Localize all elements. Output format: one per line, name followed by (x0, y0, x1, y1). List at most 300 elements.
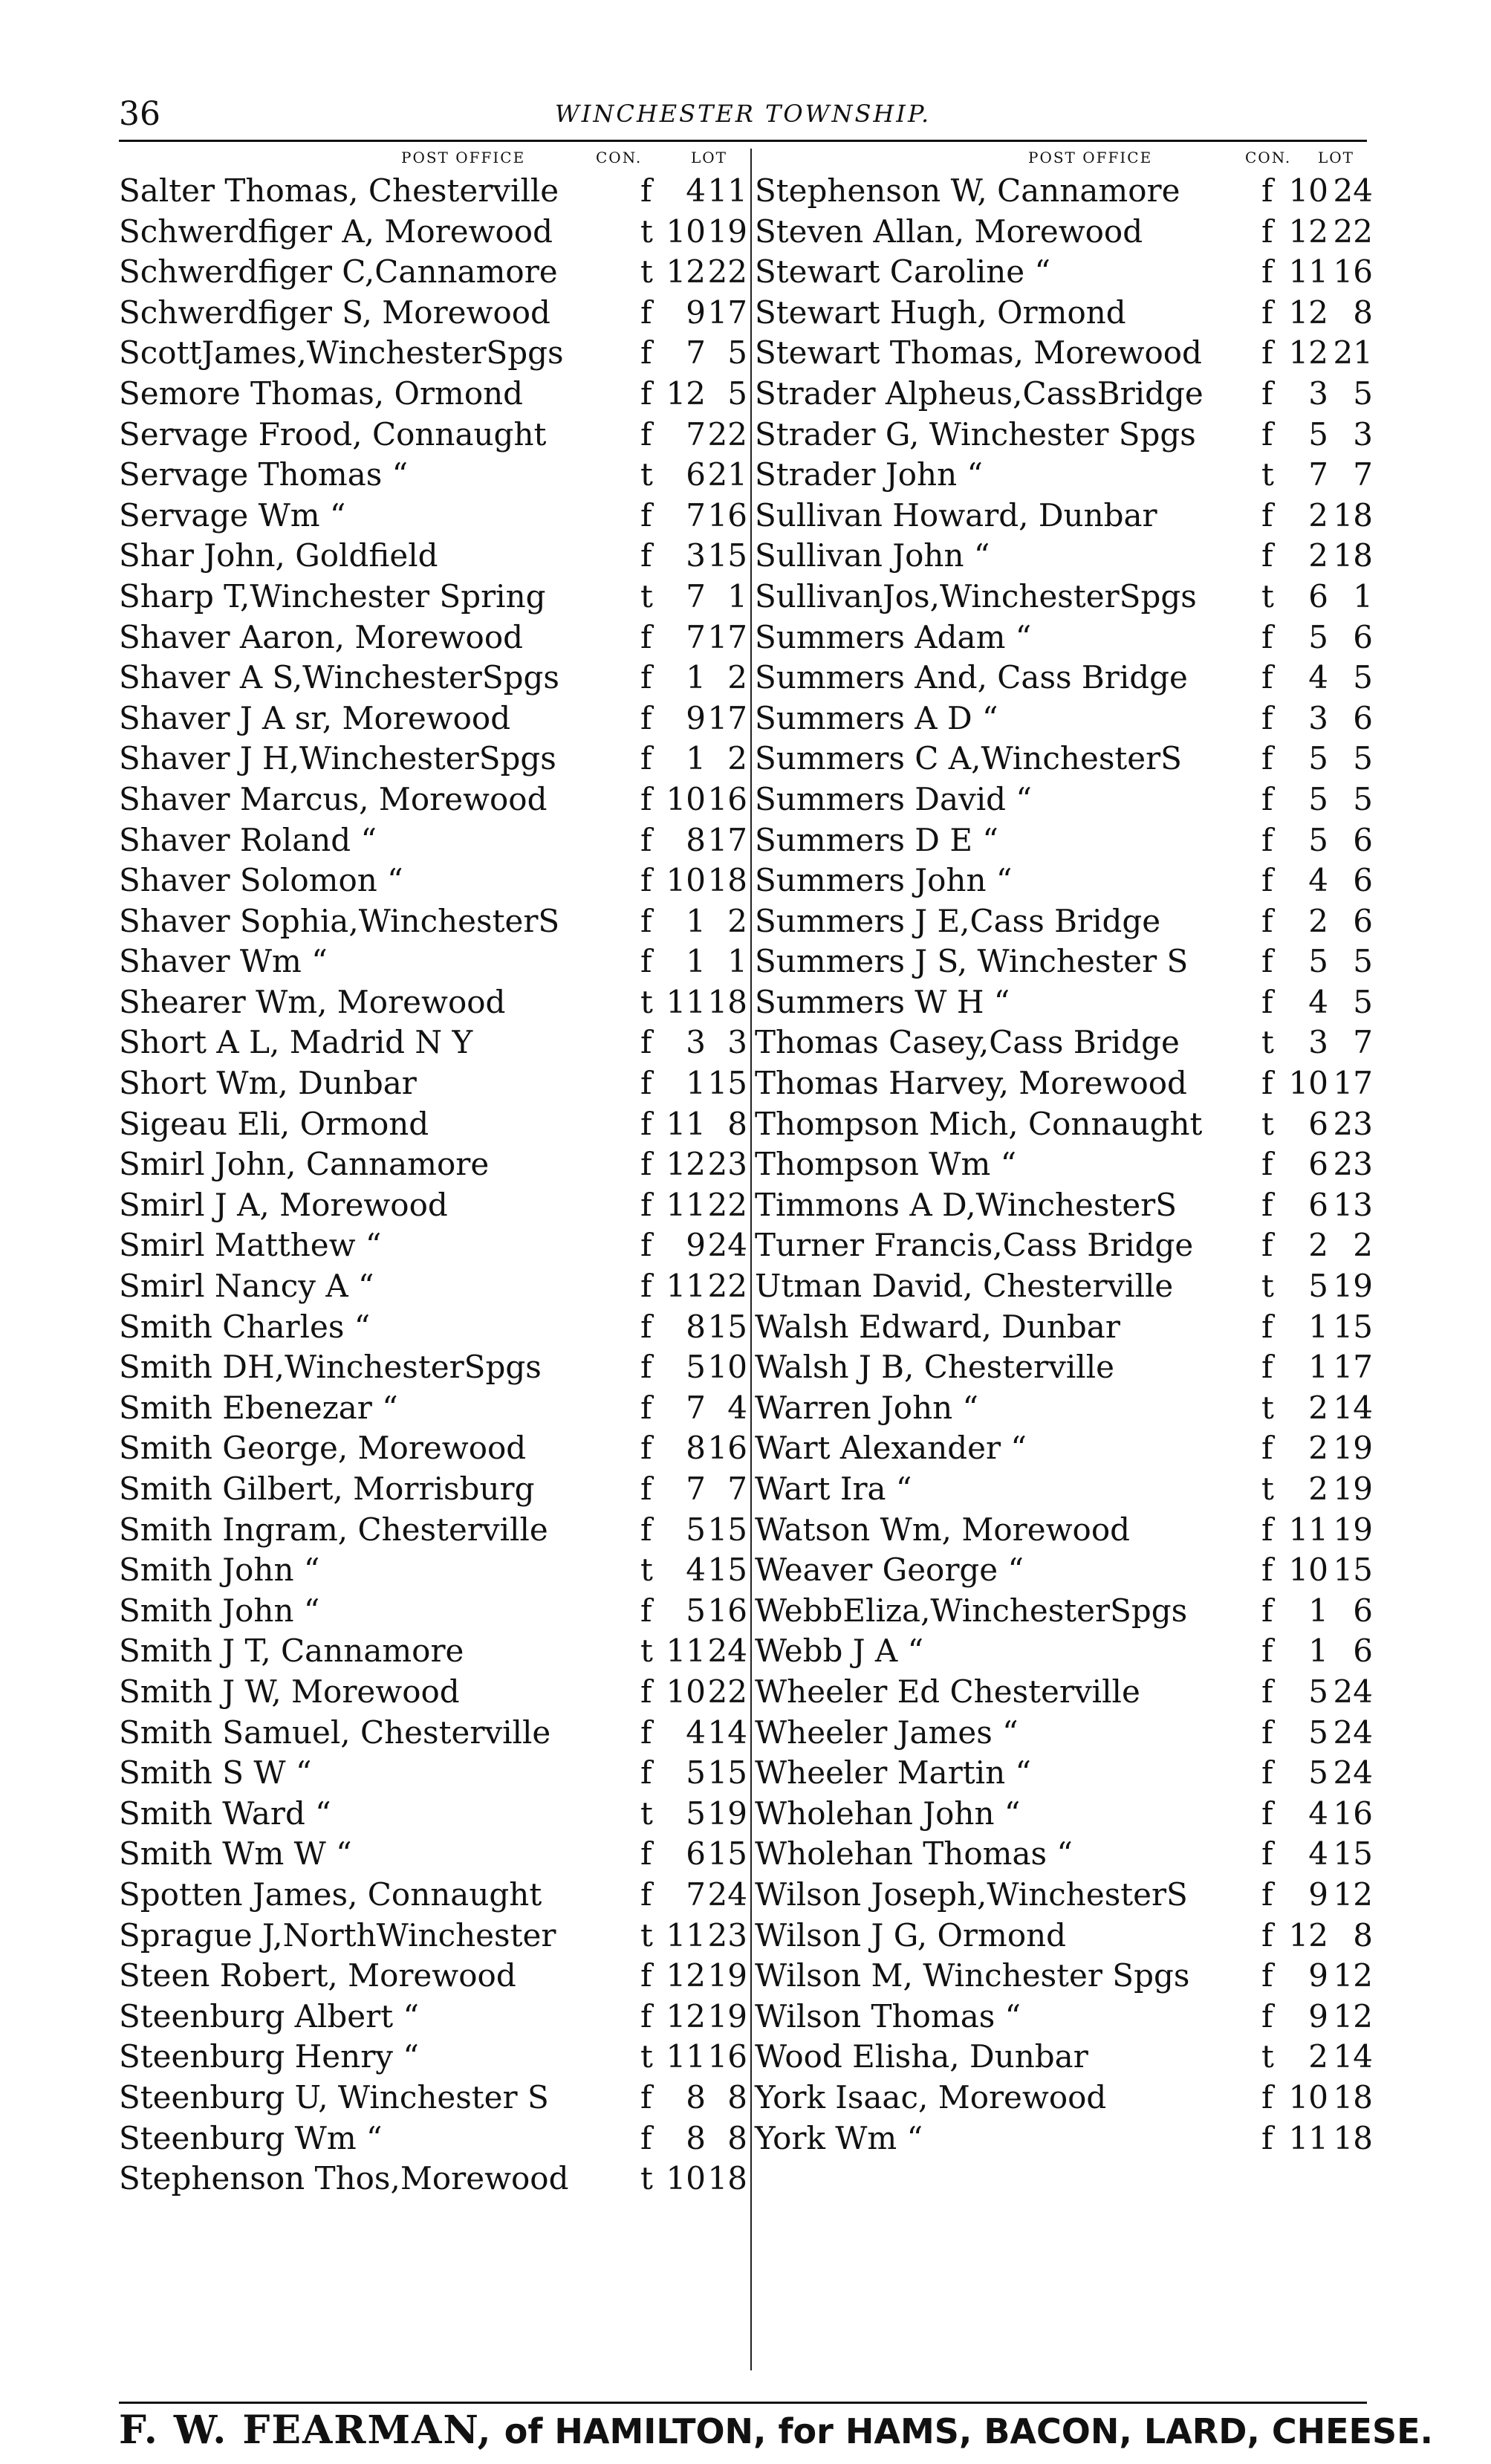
resident-name: Servage Wm “ (119, 496, 346, 534)
directory-entry (755, 1510, 1371, 1551)
resident-name: Shaver Wm “ (119, 943, 328, 980)
resident-name: Short A L, Madrid N Y (119, 1024, 473, 1061)
resident-name: Wood Elisha, Dunbar (755, 2038, 1088, 2075)
resident-name: Short Wm, Dunbar (119, 1065, 417, 1102)
resident-name: Shar John, Goldfield (119, 537, 438, 574)
directory-entry (755, 496, 1371, 536)
directory-entry (119, 1388, 747, 1429)
tenure-code: f (1261, 1430, 1273, 1467)
tenure-code: f (1261, 1714, 1273, 1751)
concession-number: 8 (686, 1308, 706, 1345)
concession-number: 5 (1308, 1714, 1328, 1751)
directory-entry (755, 941, 1371, 982)
lot-number: 19 (1333, 1430, 1373, 1467)
lot-number: 5 (727, 334, 747, 372)
concession-number: 10 (666, 780, 706, 817)
tenure-code: f (640, 740, 652, 777)
directory-entry (755, 1672, 1371, 1713)
resident-name: Shaver Sophia,WinchesterS (119, 902, 560, 939)
lot-number: 8 (727, 2078, 747, 2116)
concession-number: 4 (686, 172, 706, 209)
tenure-code: f (1261, 172, 1273, 209)
lot-number: 18 (1333, 496, 1373, 534)
directory-entry (119, 1104, 747, 1145)
column-divider (750, 149, 752, 2370)
directory-entry (119, 1550, 747, 1591)
lot-header: LOT (691, 149, 728, 166)
concession-number: 9 (1308, 1957, 1328, 1994)
directory-entry (755, 293, 1371, 334)
concession-number: 7 (686, 577, 706, 615)
directory-entry (755, 1794, 1371, 1835)
concession-number: 7 (686, 1389, 706, 1426)
resident-name: Shaver J H,WinchesterSpgs (119, 740, 556, 777)
directory-entry (755, 2078, 1371, 2118)
resident-name: Schwerdfiger A, Morewood (119, 213, 553, 250)
tenure-code: f (640, 699, 652, 736)
resident-name: Smith John “ (119, 1592, 320, 1629)
concession-number: 4 (1308, 1835, 1328, 1873)
resident-name: Summers D E “ (755, 821, 998, 858)
resident-name: Shearer Wm, Morewood (119, 983, 506, 1020)
lot-number: 23 (707, 1916, 747, 1954)
directory-entry (755, 212, 1371, 253)
lot-number: 15 (707, 1552, 747, 1589)
concession-number: 7 (686, 618, 706, 655)
tenure-code: f (640, 1714, 652, 1751)
tenure-code: f (1261, 618, 1273, 655)
resident-name: Schwerdfiger C,Cannamore (119, 253, 558, 291)
directory-entry (755, 739, 1371, 779)
tenure-code: f (640, 1754, 652, 1792)
resident-name: Smith Ward “ (119, 1794, 331, 1832)
concession-number: 10 (666, 1673, 706, 1710)
tenure-code: t (640, 1916, 653, 1954)
lot-number: 3 (1353, 415, 1373, 453)
directory-entry (755, 698, 1371, 739)
directory-entry (119, 415, 747, 455)
directory-entry (755, 2118, 1371, 2159)
resident-name: Stewart Caroline “ (755, 253, 1050, 291)
lot-number: 18 (1333, 2078, 1373, 2116)
con-header: CON. (1245, 149, 1292, 166)
directory-entry (119, 577, 747, 617)
tenure-code: f (640, 1186, 652, 1223)
directory-entry (119, 1672, 747, 1713)
resident-name: Shaver Aaron, Morewood (119, 618, 523, 655)
directory-entry (755, 455, 1371, 496)
resident-name: Strader G, Winchester Spgs (755, 415, 1196, 453)
header-rule (119, 140, 1367, 142)
concession-number: 4 (1308, 983, 1328, 1020)
lot-number: 21 (707, 456, 747, 493)
lot-number: 19 (707, 1997, 747, 2035)
directory-entry (119, 1469, 747, 1510)
lot-number: 18 (1333, 537, 1373, 574)
tenure-code: t (640, 2038, 653, 2075)
concession-number: 6 (686, 1835, 706, 1873)
lot-number: 22 (707, 1186, 747, 1223)
concession-number: 9 (686, 1227, 706, 1264)
lot-number: 22 (1333, 213, 1373, 250)
concession-number: 4 (1308, 659, 1328, 696)
lot-number: 23 (707, 1146, 747, 1183)
directory-entry (119, 1794, 747, 1835)
lot-number: 15 (1333, 1308, 1373, 1345)
concession-number: 2 (1308, 537, 1328, 574)
resident-name: Walsh J B, Chesterville (755, 1349, 1114, 1386)
lot-number: 22 (707, 253, 747, 291)
lot-number: 2 (727, 902, 747, 939)
page-header (119, 95, 1367, 140)
concession-number: 4 (1308, 862, 1328, 899)
resident-name: Summers J E,Cass Bridge (755, 902, 1161, 939)
directory-entry (119, 698, 747, 739)
concession-number: 11 (666, 983, 706, 1020)
tenure-code: f (1261, 1997, 1273, 2035)
tenure-code: f (640, 1875, 652, 1913)
concession-number: 8 (686, 2078, 706, 2116)
lot-number: 6 (1353, 618, 1373, 655)
lot-number: 19 (1333, 1471, 1373, 1507)
right-column (755, 146, 1371, 2159)
concession-number: 5 (1308, 740, 1328, 777)
lot-number: 5 (1353, 659, 1373, 696)
directory-entry (755, 1266, 1371, 1307)
resident-name: Summers J S, Winchester S (755, 943, 1189, 980)
concession-number: 1 (686, 659, 706, 696)
tenure-code: f (640, 375, 652, 412)
lot-number: 4 (727, 1389, 747, 1426)
resident-name: Shaver Marcus, Morewood (119, 780, 548, 817)
lot-number: 10 (707, 1349, 747, 1386)
resident-name: Smirl J A, Morewood (119, 1186, 448, 1223)
lot-number: 15 (707, 1754, 747, 1792)
lot-number: 19 (707, 1794, 747, 1832)
lot-number: 16 (707, 780, 747, 817)
lot-number: 1 (1353, 577, 1373, 615)
concession-number: 12 (1288, 1916, 1328, 1954)
resident-name: Strader Alpheus,CassBridge (755, 375, 1203, 412)
concession-number: 5 (686, 1592, 706, 1629)
resident-name: Watson Wm, Morewood (755, 1511, 1131, 1548)
directory-entry (755, 617, 1371, 658)
tenure-code: f (1261, 1673, 1273, 1710)
resident-name: Wheeler James “ (755, 1714, 1019, 1751)
directory-entry (755, 1713, 1371, 1754)
lot-number: 6 (1353, 821, 1373, 858)
lot-number: 14 (1333, 1389, 1373, 1426)
tenure-code: f (1261, 213, 1273, 250)
advertiser-name: F. W. FEARMAN, (119, 2408, 493, 2453)
lot-number: 24 (1333, 172, 1373, 209)
resident-name: ScottJames,WinchesterSpgs (119, 334, 564, 372)
tenure-code: f (1261, 1592, 1273, 1629)
concession-number: 2 (1308, 496, 1328, 534)
concession-number: 4 (686, 1552, 706, 1589)
lot-number: 6 (1353, 862, 1373, 899)
lot-number: 15 (707, 1835, 747, 1873)
directory-entry (119, 333, 747, 374)
tenure-code: t (1261, 577, 1274, 615)
tenure-code: t (1261, 456, 1274, 493)
lot-number: 8 (727, 2119, 747, 2156)
tenure-code: t (1261, 1105, 1274, 1142)
tenure-code: f (640, 334, 652, 372)
concession-number: 6 (1308, 1186, 1328, 1223)
directory-entry (119, 739, 747, 779)
resident-name: Stewart Thomas, Morewood (755, 334, 1202, 372)
resident-name: Utman David, Chesterville (755, 1268, 1174, 1305)
advertisement-footer (119, 2408, 1433, 2460)
resident-name: Sigeau Eli, Ormond (119, 1105, 429, 1142)
resident-name: Shaver Roland “ (119, 821, 377, 858)
lot-number: 24 (707, 1633, 747, 1670)
concession-number: 12 (666, 1146, 706, 1183)
tenure-code: f (640, 2078, 652, 2116)
tenure-code: t (640, 577, 653, 615)
directory-entry (755, 1834, 1371, 1875)
directory-entry (755, 374, 1371, 415)
lot-header: LOT (1318, 149, 1355, 166)
directory-entry (119, 1753, 747, 1794)
post-office-header: POST OFFICE (1028, 149, 1153, 166)
directory-entry (755, 333, 1371, 374)
tenure-code: f (640, 1430, 652, 1467)
directory-entry (755, 1631, 1371, 1672)
tenure-code: f (1261, 1552, 1273, 1589)
tenure-code: t (640, 456, 653, 493)
lot-number: 5 (1353, 780, 1373, 817)
directory-entry (119, 1225, 747, 1266)
directory-entry (755, 1875, 1371, 1916)
resident-name: Sullivan Howard, Dunbar (755, 496, 1157, 534)
lot-number: 19 (1333, 1268, 1373, 1305)
tenure-code: t (1261, 1024, 1274, 1061)
tenure-code: t (1261, 1471, 1274, 1507)
resident-name: Sharp T,Winchester Spring (119, 577, 546, 615)
lot-number: 24 (1333, 1714, 1373, 1751)
tenure-code: t (640, 1633, 653, 1670)
concession-number: 4 (686, 1714, 706, 1751)
directory-entry (119, 455, 747, 496)
directory-entry (119, 1916, 747, 1956)
lot-number: 15 (707, 1065, 747, 1102)
resident-name: Smith John “ (119, 1552, 320, 1589)
resident-name: Steen Robert, Morewood (119, 1957, 516, 1994)
resident-name: Summers John “ (755, 862, 1013, 899)
concession-number: 9 (686, 294, 706, 331)
directory-entry (755, 1916, 1371, 1956)
directory-entry (755, 1753, 1371, 1794)
tenure-code: f (640, 618, 652, 655)
lot-number: 16 (707, 496, 747, 534)
directory-entry (119, 1063, 747, 1104)
concession-number: 6 (1308, 1105, 1328, 1142)
resident-name: Wilson Joseph,WinchesterS (755, 1875, 1188, 1913)
concession-number: 9 (1308, 1875, 1328, 1913)
lot-number: 12 (1333, 1997, 1373, 2035)
resident-name: Smith George, Morewood (119, 1430, 527, 1467)
resident-name: Steenburg U, Winchester S (119, 2078, 549, 2116)
directory-entry (119, 941, 747, 982)
directory-entry (755, 860, 1371, 901)
concession-number: 11 (1288, 2119, 1328, 2156)
directory-entry (755, 536, 1371, 577)
directory-entry (755, 901, 1371, 942)
directory-entry (755, 1144, 1371, 1185)
tenure-code: t (1261, 2038, 1274, 2075)
tenure-code: f (640, 172, 652, 209)
resident-name: Smith Ebenezar “ (119, 1389, 398, 1426)
tenure-code: f (1261, 1916, 1273, 1954)
concession-number: 4 (1308, 1794, 1328, 1832)
lot-number: 24 (707, 1875, 747, 1913)
resident-name: Smith J W, Morewood (119, 1673, 460, 1710)
directory-entry (119, 1713, 747, 1754)
directory-entry (119, 1185, 747, 1226)
directory-entry (119, 2159, 747, 2199)
concession-number: 2 (1308, 1430, 1328, 1467)
lot-number: 15 (1333, 1552, 1373, 1589)
tenure-code: f (1261, 537, 1273, 574)
concession-number: 12 (666, 1957, 706, 1994)
resident-name: Smith Gilbert, Morrisburg (119, 1471, 535, 1507)
lot-number: 15 (707, 1308, 747, 1345)
tenure-code: f (640, 659, 652, 696)
directory-entry (119, 1875, 747, 1916)
directory-entry (755, 1469, 1371, 1510)
tenure-code: f (1261, 1835, 1273, 1873)
resident-name: Walsh Edward, Dunbar (755, 1308, 1120, 1345)
concession-number: 10 (666, 862, 706, 899)
footer-rule (119, 2402, 1367, 2404)
directory-entry (119, 901, 747, 942)
lot-number: 15 (707, 1511, 747, 1548)
concession-number: 2 (1308, 2038, 1328, 2075)
tenure-code: f (1261, 1146, 1273, 1183)
tenure-code: f (1261, 253, 1273, 291)
directory-entry (755, 1997, 1371, 2037)
concession-number: 12 (1288, 294, 1328, 331)
directory-entry (119, 1631, 747, 1672)
directory-entry (119, 820, 747, 861)
concession-number: 5 (1308, 943, 1328, 980)
resident-name: Timmons A D,WinchesterS (755, 1186, 1177, 1223)
concession-number: 12 (666, 375, 706, 412)
concession-number: 7 (686, 334, 706, 372)
lot-number: 17 (707, 821, 747, 858)
tenure-code: f (640, 1471, 652, 1507)
lot-number: 12 (1333, 1875, 1373, 1913)
lot-number: 5 (1353, 740, 1373, 777)
resident-name: Smith S W “ (119, 1754, 312, 1792)
directory-entry (755, 577, 1371, 617)
resident-name: Servage Thomas “ (119, 456, 409, 493)
con-header: CON. (596, 149, 643, 166)
tenure-code: f (640, 821, 652, 858)
directory-entry (119, 496, 747, 536)
tenure-code: f (1261, 334, 1273, 372)
resident-name: Wholehan John “ (755, 1794, 1021, 1832)
directory-entry (755, 820, 1371, 861)
directory-entry (119, 252, 747, 293)
lot-number: 2 (727, 740, 747, 777)
tenure-code: f (1261, 375, 1273, 412)
resident-name: York Wm “ (755, 2119, 923, 2156)
concession-number: 10 (1288, 172, 1328, 209)
resident-name: Sullivan John “ (755, 537, 990, 574)
resident-name: Schwerdfiger S, Morewood (119, 294, 550, 331)
tenure-code: f (640, 1227, 652, 1264)
lot-number: 16 (1333, 253, 1373, 291)
concession-number: 11 (666, 1186, 706, 1223)
lot-number: 22 (707, 1673, 747, 1710)
lot-number: 18 (707, 983, 747, 1020)
tenure-code: f (1261, 659, 1273, 696)
lot-number: 7 (727, 1471, 747, 1507)
lot-number: 24 (707, 1227, 747, 1264)
resident-name: Smith Wm W “ (119, 1835, 352, 1873)
lot-number: 5 (1353, 983, 1373, 1020)
tenure-code: t (640, 253, 653, 291)
resident-name: Shaver A S,WinchesterSpgs (119, 659, 559, 696)
directory-entry (119, 1591, 747, 1632)
concession-number: 5 (686, 1511, 706, 1548)
concession-number: 2 (1308, 1471, 1328, 1507)
resident-name: Wart Alexander “ (755, 1430, 1027, 1467)
lot-number: 13 (1333, 1186, 1373, 1223)
resident-name: Thompson Wm “ (755, 1146, 1017, 1183)
lot-number: 24 (1333, 1673, 1373, 1710)
concession-number: 1 (1308, 1308, 1328, 1345)
concession-number: 6 (1308, 577, 1328, 615)
concession-number: 11 (666, 1105, 706, 1142)
tenure-code: f (1261, 1186, 1273, 1223)
resident-name: Smith J T, Cannamore (119, 1633, 464, 1670)
concession-number: 5 (686, 1349, 706, 1386)
lot-number: 2 (1353, 1227, 1373, 1264)
concession-number: 12 (1288, 213, 1328, 250)
lot-number: 19 (1333, 1511, 1373, 1548)
lot-number: 24 (1333, 1754, 1373, 1792)
tenure-code: f (640, 1268, 652, 1305)
resident-name: Smith Charles “ (119, 1308, 371, 1345)
concession-number: 12 (666, 1997, 706, 2035)
tenure-code: f (1261, 1794, 1273, 1832)
lot-number: 8 (727, 1105, 747, 1142)
tenure-code: f (640, 294, 652, 331)
tenure-code: f (1261, 902, 1273, 939)
concession-number: 11 (1288, 253, 1328, 291)
concession-number: 1 (1308, 1592, 1328, 1629)
lot-number: 17 (1333, 1349, 1373, 1386)
lot-number: 5 (727, 375, 747, 412)
lot-number: 18 (707, 862, 747, 899)
concession-number: 7 (686, 496, 706, 534)
resident-name: Steven Allan, Morewood (755, 213, 1143, 250)
concession-number: 11 (666, 1916, 706, 1954)
concession-number: 12 (666, 253, 706, 291)
concession-number: 1 (1308, 1349, 1328, 1386)
directory-entry (119, 2037, 747, 2078)
resident-name: Smirl Nancy A “ (119, 1268, 374, 1305)
concession-number: 5 (1308, 780, 1328, 817)
running-title: WINCHESTER TOWNSHIP. (554, 100, 932, 128)
resident-name: Steenburg Albert “ (119, 1997, 419, 2035)
tenure-code: f (640, 496, 652, 534)
directory-entry (755, 1307, 1371, 1348)
